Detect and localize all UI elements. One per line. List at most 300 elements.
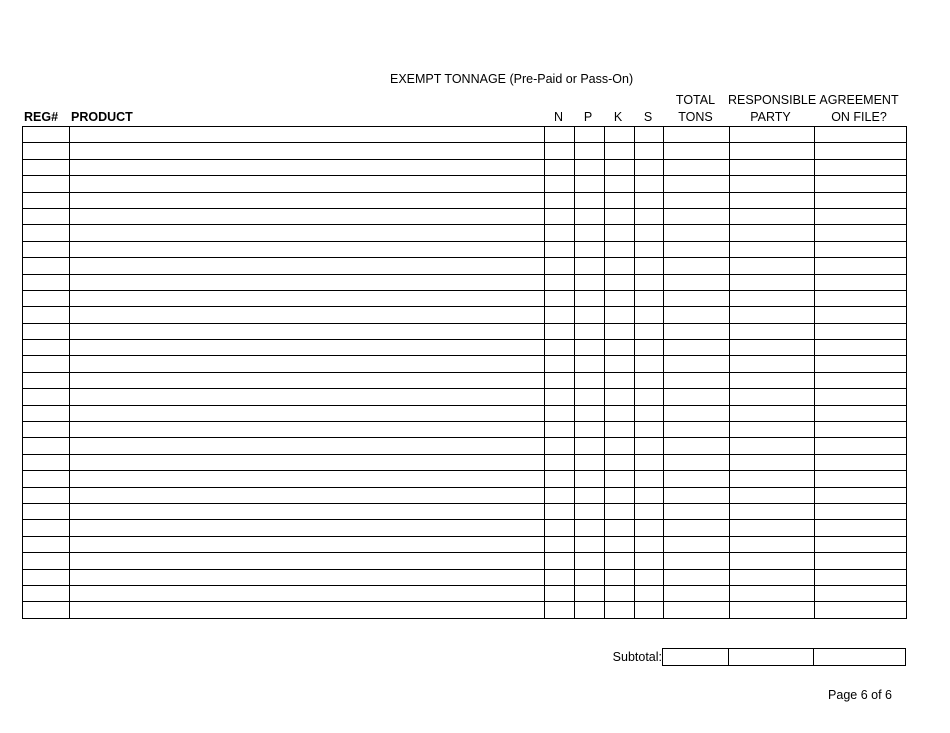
k-cell[interactable] [605, 503, 635, 519]
responsible-party-cell[interactable] [730, 438, 815, 454]
total-tons-cell[interactable] [664, 471, 730, 487]
s-cell[interactable] [635, 274, 664, 290]
n-cell[interactable] [545, 454, 575, 470]
n-cell[interactable] [545, 356, 575, 372]
n-cell[interactable] [545, 241, 575, 257]
p-cell[interactable] [575, 405, 605, 421]
product-cell[interactable] [70, 258, 545, 274]
s-cell[interactable] [635, 258, 664, 274]
responsible-party-cell[interactable] [730, 290, 815, 306]
total-tons-cell[interactable] [664, 340, 730, 356]
s-cell[interactable] [635, 372, 664, 388]
col-header-product: PRODUCT [71, 110, 133, 124]
p-cell[interactable] [575, 258, 605, 274]
responsible-party-cell[interactable] [730, 553, 815, 569]
p-cell[interactable] [575, 241, 605, 257]
total-tons-cell[interactable] [664, 307, 730, 323]
subtotal-row [662, 648, 906, 666]
k-cell[interactable] [605, 405, 635, 421]
s-cell[interactable] [635, 438, 664, 454]
n-cell[interactable] [545, 389, 575, 405]
responsible-party-cell[interactable] [730, 487, 815, 503]
n-cell[interactable] [545, 290, 575, 306]
table-row [23, 356, 907, 372]
agreement-cell[interactable] [815, 258, 907, 274]
responsible-party-cell[interactable] [730, 372, 815, 388]
agreement-cell[interactable] [815, 454, 907, 470]
p-cell[interactable] [575, 340, 605, 356]
k-cell[interactable] [605, 241, 635, 257]
p-cell[interactable] [575, 274, 605, 290]
s-cell[interactable] [635, 569, 664, 585]
product-cell[interactable] [70, 323, 545, 339]
s-cell[interactable] [635, 307, 664, 323]
k-cell[interactable] [605, 159, 635, 175]
p-cell[interactable] [575, 569, 605, 585]
product-cell[interactable] [70, 471, 545, 487]
p-cell[interactable] [575, 503, 605, 519]
s-cell[interactable] [635, 143, 664, 159]
reg-cell[interactable] [23, 208, 70, 224]
product-cell[interactable] [70, 438, 545, 454]
table-row [23, 520, 907, 536]
responsible-party-cell[interactable] [730, 323, 815, 339]
responsible-party-cell[interactable] [730, 503, 815, 519]
table-row [23, 487, 907, 503]
table-row [23, 290, 907, 306]
k-cell[interactable] [605, 290, 635, 306]
responsible-party-cell[interactable] [730, 569, 815, 585]
n-cell[interactable] [545, 438, 575, 454]
agreement-cell[interactable] [815, 372, 907, 388]
n-cell[interactable] [545, 503, 575, 519]
n-cell[interactable] [545, 602, 575, 618]
reg-cell[interactable] [23, 536, 70, 552]
responsible-party-cell[interactable] [730, 274, 815, 290]
table-row [23, 602, 907, 618]
n-cell[interactable] [545, 208, 575, 224]
p-cell[interactable] [575, 159, 605, 175]
reg-cell[interactable] [23, 290, 70, 306]
subtotal-label: Subtotal: [612, 650, 662, 664]
responsible-party-cell[interactable] [730, 536, 815, 552]
product-cell[interactable] [70, 143, 545, 159]
col-header-n: N [553, 110, 564, 124]
total-tons-cell[interactable] [664, 356, 730, 372]
p-cell[interactable] [575, 520, 605, 536]
k-cell[interactable] [605, 340, 635, 356]
agreement-cell[interactable] [815, 323, 907, 339]
responsible-party-cell[interactable] [730, 307, 815, 323]
k-cell[interactable] [605, 192, 635, 208]
product-cell[interactable] [70, 536, 545, 552]
table-row [23, 208, 907, 224]
table-row [23, 405, 907, 421]
s-cell[interactable] [635, 585, 664, 601]
total-tons-cell[interactable] [664, 176, 730, 192]
k-cell[interactable] [605, 307, 635, 323]
reg-cell[interactable] [23, 176, 70, 192]
col-header-reg: REG# [24, 110, 59, 124]
reg-cell[interactable] [23, 503, 70, 519]
n-cell[interactable] [545, 471, 575, 487]
total-tons-cell[interactable] [664, 405, 730, 421]
reg-cell[interactable] [23, 143, 70, 159]
n-cell[interactable] [545, 487, 575, 503]
p-cell[interactable] [575, 176, 605, 192]
reg-cell[interactable] [23, 356, 70, 372]
s-cell[interactable] [635, 454, 664, 470]
agreement-cell[interactable] [815, 520, 907, 536]
total-tons-cell[interactable] [664, 290, 730, 306]
subtotal-total-tons-cell[interactable] [663, 649, 729, 666]
s-cell[interactable] [635, 536, 664, 552]
agreement-cell[interactable] [815, 503, 907, 519]
p-cell[interactable] [575, 356, 605, 372]
n-cell[interactable] [545, 569, 575, 585]
p-cell[interactable] [575, 127, 605, 143]
responsible-party-cell[interactable] [730, 340, 815, 356]
s-cell[interactable] [635, 323, 664, 339]
responsible-party-cell[interactable] [730, 127, 815, 143]
s-cell[interactable] [635, 127, 664, 143]
s-cell[interactable] [635, 225, 664, 241]
product-cell[interactable] [70, 192, 545, 208]
product-cell[interactable] [70, 225, 545, 241]
total-tons-cell[interactable] [664, 258, 730, 274]
total-tons-cell[interactable] [664, 585, 730, 601]
p-cell[interactable] [575, 208, 605, 224]
subtotal-agreement-cell[interactable] [814, 649, 906, 666]
k-cell[interactable] [605, 274, 635, 290]
k-cell[interactable] [605, 422, 635, 438]
s-cell[interactable] [635, 487, 664, 503]
n-cell[interactable] [545, 192, 575, 208]
reg-cell[interactable] [23, 585, 70, 601]
k-cell[interactable] [605, 372, 635, 388]
p-cell[interactable] [575, 553, 605, 569]
s-cell[interactable] [635, 503, 664, 519]
p-cell[interactable] [575, 487, 605, 503]
product-cell[interactable] [70, 356, 545, 372]
k-cell[interactable] [605, 553, 635, 569]
page-number: Page 6 of 6 [828, 688, 892, 702]
n-cell[interactable] [545, 159, 575, 175]
product-cell[interactable] [70, 127, 545, 143]
p-cell[interactable] [575, 585, 605, 601]
k-cell[interactable] [605, 176, 635, 192]
n-cell[interactable] [545, 422, 575, 438]
reg-cell[interactable] [23, 487, 70, 503]
agreement-cell[interactable] [815, 290, 907, 306]
total-tons-cell[interactable] [664, 553, 730, 569]
agreement-cell[interactable] [815, 389, 907, 405]
responsible-party-cell[interactable] [730, 422, 815, 438]
reg-cell[interactable] [23, 602, 70, 618]
k-cell[interactable] [605, 536, 635, 552]
reg-cell[interactable] [23, 159, 70, 175]
p-cell[interactable] [575, 389, 605, 405]
product-cell[interactable] [70, 454, 545, 470]
n-cell[interactable] [545, 520, 575, 536]
k-cell[interactable] [605, 208, 635, 224]
total-tons-cell[interactable] [664, 323, 730, 339]
s-cell[interactable] [635, 422, 664, 438]
agreement-cell[interactable] [815, 405, 907, 421]
agreement-cell[interactable] [815, 553, 907, 569]
total-tons-cell[interactable] [664, 274, 730, 290]
k-cell[interactable] [605, 127, 635, 143]
table-row [23, 454, 907, 470]
agreement-cell[interactable] [815, 192, 907, 208]
responsible-party-cell[interactable] [730, 454, 815, 470]
p-cell[interactable] [575, 471, 605, 487]
reg-cell[interactable] [23, 372, 70, 388]
k-cell[interactable] [605, 356, 635, 372]
n-cell[interactable] [545, 340, 575, 356]
responsible-party-cell[interactable] [730, 585, 815, 601]
agreement-cell[interactable] [815, 225, 907, 241]
subtotal-responsible-cell[interactable] [729, 649, 814, 666]
n-cell[interactable] [545, 553, 575, 569]
total-tons-cell[interactable] [664, 127, 730, 143]
agreement-cell[interactable] [815, 307, 907, 323]
k-cell[interactable] [605, 602, 635, 618]
k-cell[interactable] [605, 143, 635, 159]
table-row [23, 340, 907, 356]
total-tons-cell[interactable] [664, 438, 730, 454]
p-cell[interactable] [575, 192, 605, 208]
responsible-party-cell[interactable] [730, 258, 815, 274]
responsible-party-cell[interactable] [730, 520, 815, 536]
reg-cell[interactable] [23, 553, 70, 569]
col-header-total-line1: TOTAL [675, 93, 716, 107]
product-cell[interactable] [70, 340, 545, 356]
reg-cell[interactable] [23, 241, 70, 257]
agreement-cell[interactable] [815, 176, 907, 192]
p-cell[interactable] [575, 536, 605, 552]
k-cell[interactable] [605, 323, 635, 339]
s-cell[interactable] [635, 192, 664, 208]
p-cell[interactable] [575, 323, 605, 339]
responsible-party-cell[interactable] [730, 602, 815, 618]
product-cell[interactable] [70, 372, 545, 388]
agreement-cell[interactable] [815, 127, 907, 143]
p-cell[interactable] [575, 602, 605, 618]
table-row [23, 503, 907, 519]
n-cell[interactable] [545, 143, 575, 159]
reg-cell[interactable] [23, 438, 70, 454]
k-cell[interactable] [605, 569, 635, 585]
s-cell[interactable] [635, 389, 664, 405]
reg-cell[interactable] [23, 471, 70, 487]
k-cell[interactable] [605, 520, 635, 536]
table-row [23, 258, 907, 274]
agreement-cell[interactable] [815, 159, 907, 175]
k-cell[interactable] [605, 585, 635, 601]
responsible-party-cell[interactable] [730, 225, 815, 241]
responsible-party-cell[interactable] [730, 159, 815, 175]
n-cell[interactable] [545, 307, 575, 323]
total-tons-cell[interactable] [664, 208, 730, 224]
n-cell[interactable] [545, 258, 575, 274]
reg-cell[interactable] [23, 340, 70, 356]
p-cell[interactable] [575, 454, 605, 470]
n-cell[interactable] [545, 176, 575, 192]
p-cell[interactable] [575, 307, 605, 323]
reg-cell[interactable] [23, 307, 70, 323]
n-cell[interactable] [545, 127, 575, 143]
reg-cell[interactable] [23, 323, 70, 339]
k-cell[interactable] [605, 487, 635, 503]
k-cell[interactable] [605, 471, 635, 487]
total-tons-cell[interactable] [664, 192, 730, 208]
agreement-cell[interactable] [815, 208, 907, 224]
reg-cell[interactable] [23, 258, 70, 274]
k-cell[interactable] [605, 438, 635, 454]
reg-cell[interactable] [23, 422, 70, 438]
reg-cell[interactable] [23, 274, 70, 290]
total-tons-cell[interactable] [664, 454, 730, 470]
col-header-responsible-line1: RESPONSIBLE [728, 93, 817, 107]
agreement-cell[interactable] [815, 536, 907, 552]
responsible-party-cell[interactable] [730, 208, 815, 224]
product-cell[interactable] [70, 553, 545, 569]
col-header-responsible [728, 92, 817, 126]
k-cell[interactable] [605, 225, 635, 241]
s-cell[interactable] [635, 520, 664, 536]
agreement-cell[interactable] [815, 274, 907, 290]
p-cell[interactable] [575, 422, 605, 438]
k-cell[interactable] [605, 389, 635, 405]
n-cell[interactable] [545, 585, 575, 601]
product-cell[interactable] [70, 487, 545, 503]
responsible-party-cell[interactable] [730, 192, 815, 208]
n-cell[interactable] [545, 323, 575, 339]
product-cell[interactable] [70, 405, 545, 421]
reg-cell[interactable] [23, 127, 70, 143]
total-tons-cell[interactable] [664, 602, 730, 618]
product-cell[interactable] [70, 602, 545, 618]
agreement-cell[interactable] [815, 438, 907, 454]
total-tons-cell[interactable] [664, 241, 730, 257]
s-cell[interactable] [635, 208, 664, 224]
reg-cell[interactable] [23, 225, 70, 241]
agreement-cell[interactable] [815, 356, 907, 372]
col-header-agreement-line1: AGREEMENT [819, 93, 899, 107]
responsible-party-cell[interactable] [730, 241, 815, 257]
total-tons-cell[interactable] [664, 372, 730, 388]
table-row [23, 585, 907, 601]
agreement-cell[interactable] [815, 471, 907, 487]
agreement-cell[interactable] [815, 585, 907, 601]
k-cell[interactable] [605, 258, 635, 274]
responsible-party-cell[interactable] [730, 176, 815, 192]
reg-cell[interactable] [23, 389, 70, 405]
col-header-p: P [583, 110, 593, 124]
p-cell[interactable] [575, 225, 605, 241]
n-cell[interactable] [545, 372, 575, 388]
p-cell[interactable] [575, 438, 605, 454]
s-cell[interactable] [635, 405, 664, 421]
product-cell[interactable] [70, 208, 545, 224]
n-cell[interactable] [545, 274, 575, 290]
agreement-cell[interactable] [815, 569, 907, 585]
agreement-cell[interactable] [815, 422, 907, 438]
s-cell[interactable] [635, 290, 664, 306]
product-cell[interactable] [70, 569, 545, 585]
col-header-agreement-line2: ON FILE? [831, 110, 887, 124]
table-row [23, 225, 907, 241]
responsible-party-cell[interactable] [730, 405, 815, 421]
n-cell[interactable] [545, 225, 575, 241]
agreement-cell[interactable] [815, 602, 907, 618]
total-tons-cell[interactable] [664, 520, 730, 536]
n-cell[interactable] [545, 536, 575, 552]
reg-cell[interactable] [23, 520, 70, 536]
total-tons-cell[interactable] [664, 422, 730, 438]
k-cell[interactable] [605, 454, 635, 470]
product-cell[interactable] [70, 274, 545, 290]
product-cell[interactable] [70, 503, 545, 519]
total-tons-cell[interactable] [664, 487, 730, 503]
product-cell[interactable] [70, 159, 545, 175]
product-cell[interactable] [70, 422, 545, 438]
responsible-party-cell[interactable] [730, 389, 815, 405]
responsible-party-cell[interactable] [730, 143, 815, 159]
agreement-cell[interactable] [815, 241, 907, 257]
col-header-k: K [613, 110, 623, 124]
s-cell[interactable] [635, 602, 664, 618]
product-cell[interactable] [70, 176, 545, 192]
s-cell[interactable] [635, 553, 664, 569]
table-row [23, 176, 907, 192]
p-cell[interactable] [575, 372, 605, 388]
product-cell[interactable] [70, 307, 545, 323]
p-cell[interactable] [575, 290, 605, 306]
s-cell[interactable] [635, 340, 664, 356]
s-cell[interactable] [635, 241, 664, 257]
product-cell[interactable] [70, 520, 545, 536]
p-cell[interactable] [575, 143, 605, 159]
s-cell[interactable] [635, 471, 664, 487]
responsible-party-cell[interactable] [730, 356, 815, 372]
s-cell[interactable] [635, 159, 664, 175]
agreement-cell[interactable] [815, 143, 907, 159]
total-tons-cell[interactable] [664, 536, 730, 552]
total-tons-cell[interactable] [664, 569, 730, 585]
total-tons-cell[interactable] [664, 389, 730, 405]
reg-cell[interactable] [23, 569, 70, 585]
product-cell[interactable] [70, 389, 545, 405]
product-cell[interactable] [70, 585, 545, 601]
reg-cell[interactable] [23, 192, 70, 208]
total-tons-cell[interactable] [664, 503, 730, 519]
agreement-cell[interactable] [815, 340, 907, 356]
s-cell[interactable] [635, 176, 664, 192]
s-cell[interactable] [635, 356, 664, 372]
product-cell[interactable] [70, 241, 545, 257]
total-tons-cell[interactable] [664, 225, 730, 241]
responsible-party-cell[interactable] [730, 471, 815, 487]
n-cell[interactable] [545, 405, 575, 421]
total-tons-cell[interactable] [664, 143, 730, 159]
total-tons-cell[interactable] [664, 159, 730, 175]
reg-cell[interactable] [23, 454, 70, 470]
product-cell[interactable] [70, 290, 545, 306]
agreement-cell[interactable] [815, 487, 907, 503]
reg-cell[interactable] [23, 405, 70, 421]
